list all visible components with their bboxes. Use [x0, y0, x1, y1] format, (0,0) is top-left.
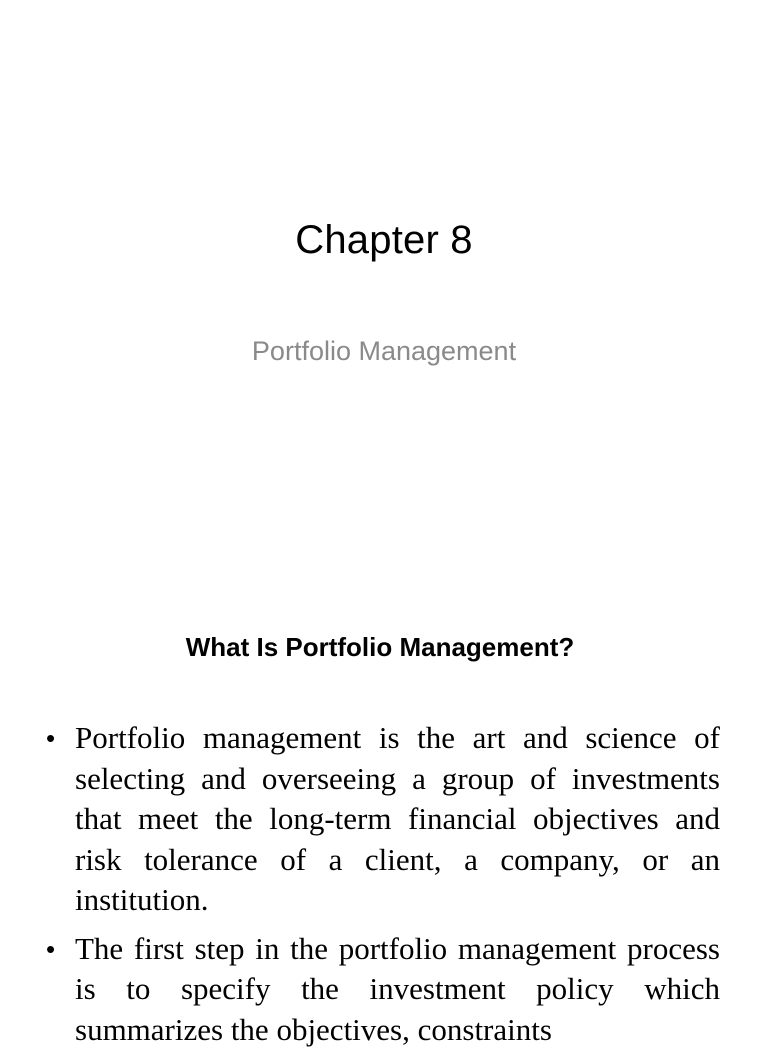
- slide-heading: What Is Portfolio Management?: [185, 632, 575, 662]
- bullet-text: The first step in the portfolio management process is to specify the investment policy which summarizes the objectives, constraints: [75, 930, 720, 1047]
- bullet-list: [46, 718, 720, 1058]
- bullet-item: [46, 929, 720, 1051]
- bullet-item: [46, 718, 720, 921]
- bullet-marker: •: [46, 933, 56, 964]
- content-slide: [0, 576, 768, 1047]
- bullet-marker: •: [46, 723, 56, 753]
- bullet-text: Portfolio management is the art and science of selecting and overseeing a group of investments that meet the long-term financial objectives and risk tolerance of a client, a company, or an institution.: [75, 720, 720, 917]
- slide-subtitle: Portfolio Management: [251, 336, 517, 366]
- slide-title: Chapter 8: [295, 218, 473, 262]
